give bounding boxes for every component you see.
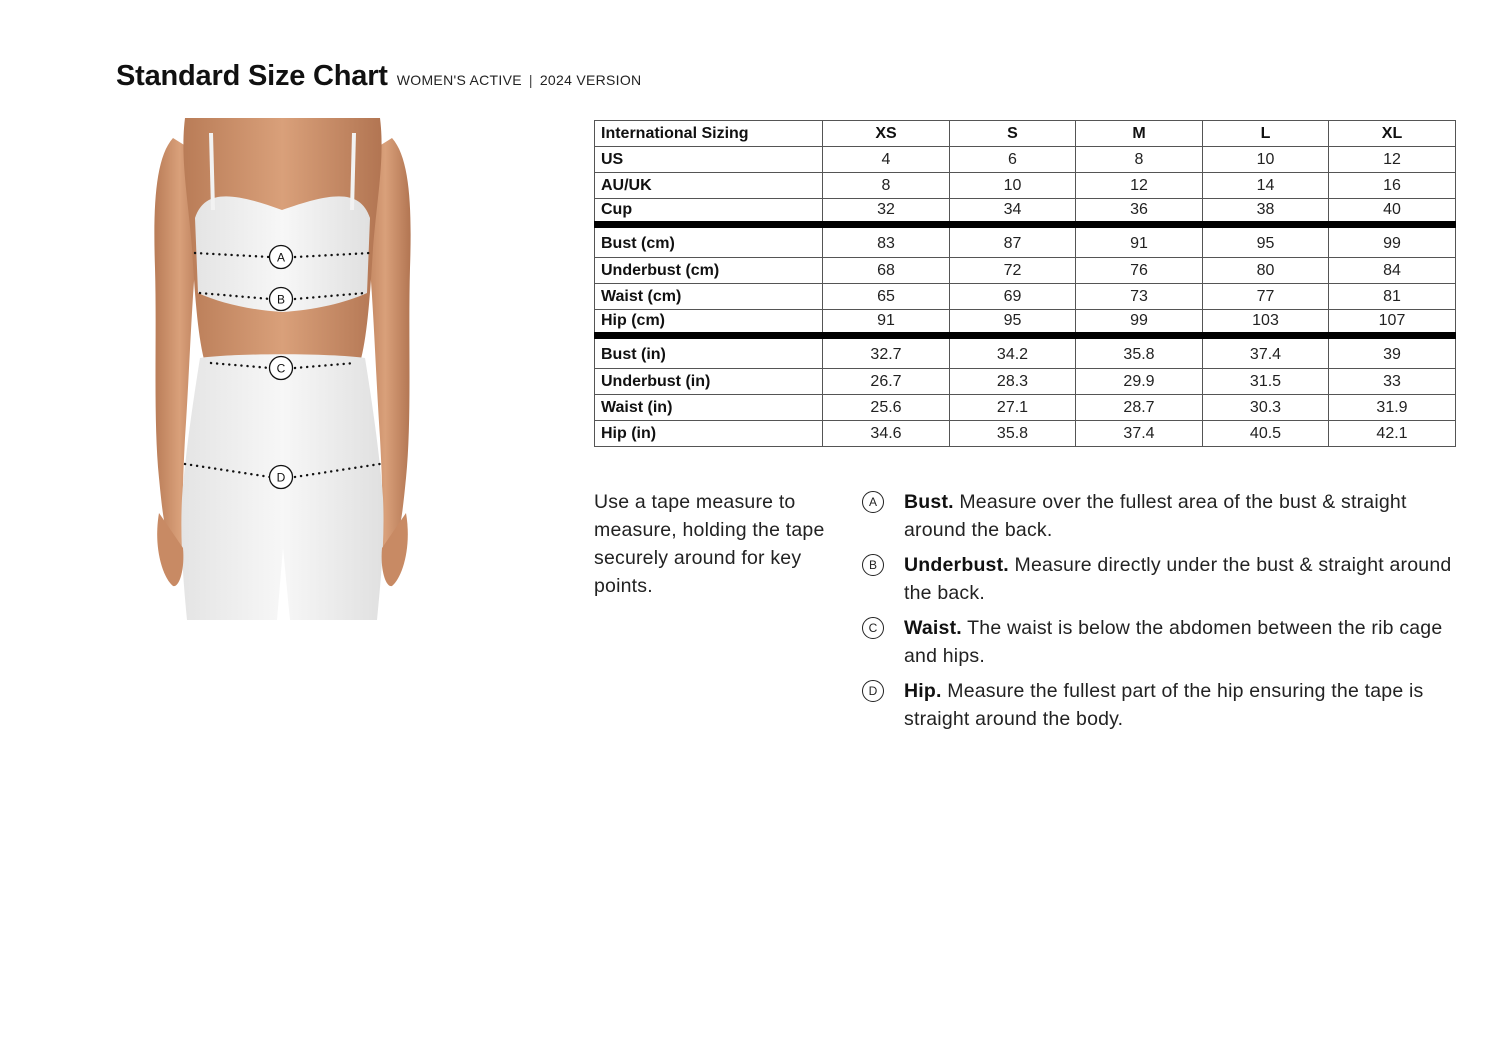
marker-a-badge: A [862,491,884,513]
table-cell: 91 [823,310,950,336]
table-cell: 99 [1329,225,1456,258]
table-cell: 28.7 [1076,395,1203,421]
table-cell: 84 [1329,258,1456,284]
table-cell: 8 [1076,147,1203,173]
table-row [595,336,1456,369]
table-cell: 91 [1076,225,1203,258]
version-label: 2024 VERSION [539,72,642,88]
table-cell: 99 [1076,310,1203,336]
model-illustration [145,118,420,623]
table-row [595,369,1456,395]
table-cell: 76 [1076,258,1203,284]
table-cell: 36 [1076,199,1203,225]
definition-item-bust [862,488,1462,544]
marker-b-letter: B [276,292,286,307]
row-label: Waist (in) [595,395,823,421]
page-header [116,60,641,93]
definition-item-hip [862,677,1462,733]
table-cell: 8 [823,173,950,199]
table-cell: 4 [823,147,950,173]
table-cell: 38 [1203,199,1329,225]
definition-description: Measure over the fullest area of the bust & straight around the back. [904,491,1407,541]
table-cell: 10 [950,173,1076,199]
table-cell: 69 [950,284,1076,310]
table-cell: 32 [823,199,950,225]
table-cell: 32.7 [823,336,950,369]
definition-term: Bust. [904,491,954,513]
table-cell: 30.3 [1203,395,1329,421]
table-cell: 95 [950,310,1076,336]
bra-strap-right [352,133,354,210]
table-row [595,225,1456,258]
row-label: AU/UK [595,173,823,199]
measurement-definitions [862,488,1462,740]
row-label: Bust (cm) [595,225,823,258]
definition-description: The waist is below the abdomen between the rib cage and hips. [904,617,1443,667]
table-cell: 25.6 [823,395,950,421]
table-cell: 12 [1076,173,1203,199]
row-label: Bust (in) [595,336,823,369]
definition-description: Measure directly under the bust & straight around the back. [904,554,1452,604]
definition-text [904,614,1462,670]
definition-term: Waist. [904,617,962,639]
table-cell: 14 [1203,173,1329,199]
table-cell: 95 [1203,225,1329,258]
table-cell: 35.8 [1076,336,1203,369]
table-header-row [595,121,1456,147]
table-row [595,421,1456,447]
table-cell: 83 [823,225,950,258]
table-row [595,173,1456,199]
table-cell: 16 [1329,173,1456,199]
column-header: M [1076,121,1203,147]
table-cell: 40.5 [1203,421,1329,447]
definition-description: Measure the fullest part of the hip ensuring the tape is straight around the body. [904,680,1424,730]
row-label: Underbust (in) [595,369,823,395]
marker-a-letter: A [276,250,286,265]
table-cell: 31.9 [1329,395,1456,421]
table-row [595,147,1456,173]
intro-text: Use a tape measure to measure, holding the tape securely around for key points. [594,491,825,597]
table-cell: 12 [1329,147,1456,173]
marker-b-badge: B [862,554,884,576]
table-cell: 10 [1203,147,1329,173]
table-cell: 34 [950,199,1076,225]
table-cell: 33 [1329,369,1456,395]
definition-term: Underbust. [904,554,1009,576]
table-cell: 37.4 [1076,421,1203,447]
definition-term: Hip. [904,680,942,702]
category-label: WOMEN'S ACTIVE [396,72,522,88]
column-header: XL [1329,121,1456,147]
definition-text [904,488,1462,544]
table-cell: 87 [950,225,1076,258]
table-row [595,284,1456,310]
page-title: Standard Size Chart [116,60,388,92]
table-cell: 81 [1329,284,1456,310]
row-label: US [595,147,823,173]
column-header: L [1203,121,1329,147]
marker-d-badge: D [862,680,884,702]
table-cell: 31.5 [1203,369,1329,395]
subtitle-separator: | [528,72,533,88]
table-cell: 27.1 [950,395,1076,421]
table-cell: 77 [1203,284,1329,310]
column-header: International Sizing [595,121,823,147]
definition-item-underbust [862,551,1462,607]
size-chart-table [594,120,1456,447]
row-label: Cup [595,199,823,225]
table-cell: 107 [1329,310,1456,336]
table-cell: 37.4 [1203,336,1329,369]
table-cell: 34.6 [823,421,950,447]
marker-d-letter: D [276,470,286,485]
table-row [595,258,1456,284]
table-cell: 34.2 [950,336,1076,369]
definition-text [904,677,1462,733]
table-cell: 68 [823,258,950,284]
table-cell: 28.3 [950,369,1076,395]
table-cell: 26.7 [823,369,950,395]
table-cell: 40 [1329,199,1456,225]
table-cell: 103 [1203,310,1329,336]
table-cell: 65 [823,284,950,310]
table-cell: 35.8 [950,421,1076,447]
marker-c-letter: C [276,361,286,376]
table-cell: 39 [1329,336,1456,369]
table-cell: 42.1 [1329,421,1456,447]
table-cell: 29.9 [1076,369,1203,395]
definition-item-waist [862,614,1462,670]
column-header: S [950,121,1076,147]
model-figure [145,118,420,623]
table-row [595,310,1456,336]
table-row [595,395,1456,421]
table-cell: 73 [1076,284,1203,310]
definition-text [904,551,1462,607]
marker-c-badge: C [862,617,884,639]
page-subtitle [397,72,642,88]
row-label: Hip (cm) [595,310,823,336]
table-cell: 80 [1203,258,1329,284]
row-label: Hip (in) [595,421,823,447]
table-row [595,199,1456,225]
row-label: Waist (cm) [595,284,823,310]
column-header: XS [823,121,950,147]
row-label: Underbust (cm) [595,258,823,284]
bra-strap-left [211,133,213,210]
table-cell: 6 [950,147,1076,173]
table-cell: 72 [950,258,1076,284]
